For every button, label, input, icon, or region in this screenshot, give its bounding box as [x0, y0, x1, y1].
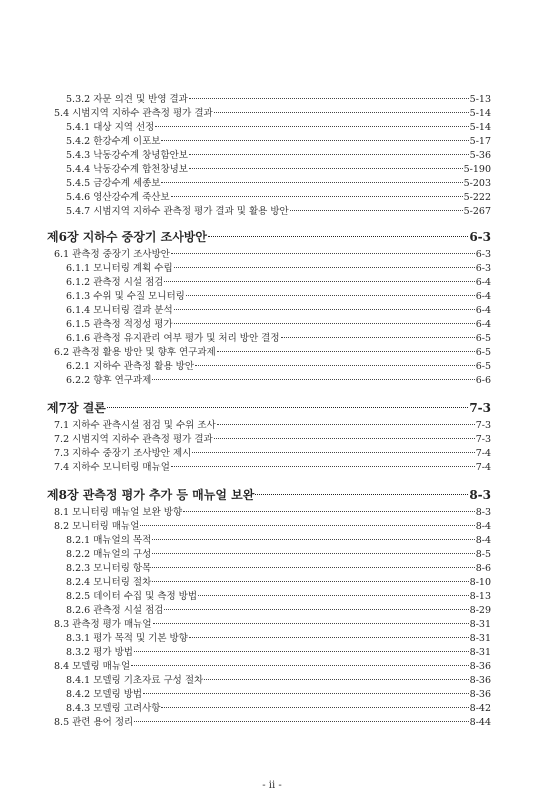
dot-leader: [192, 444, 474, 456]
toc-entry-8-2: [54, 517, 491, 532]
dot-leader: [186, 287, 475, 299]
toc-chapter-label: 제6장 지하수 중장기 조사방안: [47, 230, 207, 244]
dot-leader: [171, 188, 463, 200]
toc-entry-label: 5.4.2 한강수계 이포보: [66, 136, 161, 147]
toc-entry-label: 7.2 시범지역 지하수 관측정 평가 결과: [54, 434, 213, 445]
toc-entry-page: 6-4: [475, 291, 491, 302]
toc-entry-label: 8.2.4 모니터링 절차: [66, 577, 152, 588]
toc-entry-label: 5.4.5 금강수계 세종보: [66, 178, 161, 189]
dot-leader: [189, 160, 463, 172]
toc-entry-page: 7-4: [475, 448, 491, 459]
toc-entry-label: 6.1.6 관측정 유지관리 여부 평가 및 처리 방안 결정: [66, 333, 280, 344]
toc-entry-page: 8-6: [475, 563, 491, 574]
toc-entry-7-2: [54, 430, 491, 445]
toc-chapter-6: [47, 226, 491, 244]
dot-leader: [214, 104, 469, 116]
toc-entry-page: 6-4: [475, 305, 491, 316]
toc-entry-label: 6.1.4 모니터링 결과 분석: [66, 305, 173, 316]
toc-chapter-page: 7-3: [469, 401, 491, 415]
toc-entry-label: 8.2.5 데이터 수집 및 측정 방법: [66, 591, 198, 602]
toc-chapter-label: 제7장 결론: [47, 401, 106, 415]
toc-entry-5-4-6: [66, 188, 491, 203]
toc-entry-page: 8-31: [469, 619, 491, 630]
dot-leader: [134, 643, 469, 655]
toc-entry-label: 8.2.3 모니터링 항목: [66, 563, 152, 574]
toc-entry-page: 5-203: [463, 178, 491, 189]
toc-entry-page: 8-10: [469, 577, 491, 588]
toc-entry-page: 6-5: [475, 361, 491, 372]
toc-entry-5-4: [54, 104, 491, 119]
dot-leader: [281, 329, 475, 341]
toc-entry-7-3: [54, 444, 491, 459]
toc-entry-6-1-3: [66, 287, 491, 302]
toc-entry-page: 8-44: [469, 717, 491, 728]
toc-entry-page: 6-5: [475, 333, 491, 344]
dot-leader: [153, 615, 469, 627]
toc-entry-7-4: [54, 458, 491, 473]
dot-leader: [161, 174, 462, 186]
toc-entry-label: 6.1 관측정 중장기 조사방안: [54, 249, 170, 260]
toc-entry-label: 6.1.3 수위 및 수질 모니터링: [66, 291, 185, 302]
toc-entry-8-2-1: [66, 531, 491, 546]
toc-entry-label: 8.3.2 평가 방법: [66, 647, 133, 658]
toc-entry-page: 6-4: [475, 277, 491, 288]
toc-entry-8-3-2: [66, 643, 491, 658]
toc-entry-8-4-3: [66, 699, 491, 714]
toc-entry-label: 5.4.1 대상 지역 선정: [66, 122, 155, 133]
toc-entry-label: 8.4.3 모델링 고려사항: [66, 703, 161, 714]
dot-leader: [164, 601, 468, 613]
dot-leader: [208, 226, 468, 241]
toc-entry-page: 8-5: [475, 549, 491, 560]
dot-leader: [195, 357, 475, 369]
dot-leader: [214, 430, 475, 442]
toc-entry-6-1: [54, 245, 491, 260]
toc-entry-page: 5-267: [463, 206, 491, 217]
toc-entry-label: 8.4.2 모델링 방법: [66, 689, 143, 700]
toc-entry-5-4-3: [66, 146, 491, 161]
toc-entry-page: 5-14: [469, 122, 491, 133]
dot-leader: [152, 573, 468, 585]
toc-entry-label: 8.5 관련 용어 정리: [54, 717, 134, 728]
toc-entry-page: 6-3: [475, 249, 491, 260]
toc-entry-6-2: [54, 343, 491, 358]
toc-entry-5-4-7: [66, 202, 491, 217]
toc-entry-5-4-4: [66, 160, 491, 175]
toc-entry-page: 8-4: [475, 521, 491, 532]
toc-entry-page: 8-36: [469, 675, 491, 686]
toc-chapter-page: 6-3: [469, 230, 491, 244]
dot-leader: [217, 416, 475, 428]
toc-entry-label: 6.2 관측정 활용 방안 및 향후 연구과제: [54, 347, 216, 358]
dot-leader: [255, 484, 468, 499]
dot-leader: [171, 458, 475, 470]
toc-chapter-7: [47, 397, 491, 415]
toc-entry-page: 8-4: [475, 535, 491, 546]
dot-leader: [217, 343, 475, 355]
toc-entry-label: 7.1 지하수 관측시설 점검 및 수위 조사: [54, 420, 216, 431]
toc-entry-label: 5.4.7 시범지역 지하수 관측정 평가 결과 및 활용 방안: [66, 206, 289, 217]
toc-entry-label: 7.3 지하수 중장기 조사방안 제시: [54, 448, 192, 459]
dot-leader: [161, 699, 468, 711]
toc-entry-5-4-1: [66, 118, 491, 133]
toc-entry-page: 5-222: [463, 192, 491, 203]
toc-entry-page: 8-31: [469, 647, 491, 658]
dot-leader: [290, 202, 463, 214]
dot-leader: [134, 713, 468, 725]
toc-entry-8-2-5: [66, 587, 491, 602]
toc-entry-6-1-5: [66, 315, 491, 330]
toc-entry-label: 6.1.2 관측정 시설 점검: [66, 277, 164, 288]
toc-entry-label: 6.2.1 지하수 관측정 활용 방안: [66, 361, 195, 372]
toc-entry-label: 8.4.1 모델링 기초자료 구성 절차: [66, 675, 204, 686]
toc-entry-label: 5.4.6 영산강수계 죽산보: [66, 192, 170, 203]
toc-entry-6-1-4: [66, 301, 491, 316]
toc-entry-page: 8-13: [469, 591, 491, 602]
toc-entry-page: 5-13: [469, 94, 491, 105]
toc-entry-5-3-2: [66, 90, 491, 105]
toc-entry-page: 7-3: [475, 420, 491, 431]
toc-entry-label: 7.4 지하수 모니터링 매뉴얼: [54, 462, 170, 473]
toc-entry-label: 5.4.4 낙동강수계 합천창녕보: [66, 164, 188, 175]
toc-entry-label: 8.2.1 매뉴얼의 목적: [66, 535, 152, 546]
toc-entry-label: 6.1.5 관측정 적정성 평가: [66, 319, 173, 330]
toc-entry-5-4-5: [66, 174, 491, 189]
toc-entry-8-2-6: [66, 601, 491, 616]
toc-entry-7-1: [54, 416, 491, 431]
toc-entry-label: 6.2.2 향후 연구과제: [66, 375, 152, 386]
toc-entry-page: 5-14: [469, 108, 491, 119]
dot-leader: [204, 671, 468, 683]
dot-leader: [183, 503, 475, 515]
toc-entry-page: 7-4: [475, 462, 491, 473]
toc-entry-page: 8-36: [469, 689, 491, 700]
dot-leader: [161, 132, 468, 144]
toc-entry-page: 8-36: [469, 661, 491, 672]
toc-chapter-8: [47, 484, 491, 502]
dot-leader: [198, 587, 469, 599]
toc-entry-page: 5-17: [469, 136, 491, 147]
dot-leader: [131, 657, 468, 669]
toc-entry-6-1-1: [66, 259, 491, 274]
toc-entry-label: 6.1.1 모니터링 계획 수립: [66, 263, 173, 274]
toc-entry-8-3: [54, 615, 491, 630]
toc-entry-label: 8.2 모니터링 매뉴얼: [54, 521, 140, 532]
toc-entry-label: 5.3.2 자문 의견 및 반영 결과: [66, 94, 188, 105]
toc-entry-page: 6-3: [475, 263, 491, 274]
toc-entry-label: 8.2.6 관측정 시설 점검: [66, 605, 164, 616]
dot-leader: [152, 545, 474, 557]
toc-entry-label: 8.3.1 평가 목적 및 기본 방향: [66, 633, 188, 644]
toc-entry-label: 5.4 시범지역 지하수 관측정 평가 결과: [54, 108, 213, 119]
dot-leader: [171, 245, 475, 257]
toc-entry-page: 8-31: [469, 633, 491, 644]
toc-entry-page: 8-3: [475, 507, 491, 518]
dot-leader: [152, 371, 474, 383]
toc-entry-label: 8.4 모델링 매뉴얼: [54, 661, 131, 672]
dot-leader: [152, 559, 474, 571]
toc-chapter-page: 8-3: [469, 488, 491, 502]
toc-entry-8-3-1: [66, 629, 491, 644]
toc-entry-6-2-1: [66, 357, 491, 372]
toc-entry-8-4-1: [66, 671, 491, 686]
dot-leader: [189, 90, 469, 102]
dot-leader: [155, 118, 468, 130]
toc-entry-page: 7-3: [475, 434, 491, 445]
toc-entry-8-2-3: [66, 559, 491, 574]
toc-entry-8-5: [54, 713, 491, 728]
toc-entry-8-2-2: [66, 545, 491, 560]
toc-entry-page: 6-5: [475, 347, 491, 358]
dot-leader: [174, 259, 475, 271]
toc-entry-label: 8.1 모니터링 매뉴얼 보완 방향: [54, 507, 183, 518]
dot-leader: [174, 301, 475, 313]
toc-entry-6-1-2: [66, 273, 491, 288]
toc-entry-label: 8.2.2 매뉴얼의 구성: [66, 549, 152, 560]
toc-entry-label: 8.3 관측정 평가 매뉴얼: [54, 619, 152, 630]
toc-entry-page: 5-36: [469, 150, 491, 161]
toc-entry-5-4-2: [66, 132, 491, 147]
dot-leader: [152, 531, 474, 543]
toc-entry-6-1-6: [66, 329, 491, 344]
page-number: - ii -: [262, 780, 282, 791]
dot-leader: [174, 315, 475, 327]
toc-entry-6-2-2: [66, 371, 491, 386]
toc-entry-page: 6-6: [475, 375, 491, 386]
toc-chapter-label: 제8장 관측정 평가 추가 등 매뉴얼 보완: [47, 488, 255, 502]
toc-entry-page: 6-4: [475, 319, 491, 330]
toc-entry-8-4-2: [66, 685, 491, 700]
toc-entry-8-4: [54, 657, 491, 672]
toc-entry-page: 5-190: [463, 164, 491, 175]
dot-leader: [189, 629, 469, 641]
dot-leader: [107, 397, 468, 412]
dot-leader: [140, 517, 474, 529]
toc-entry-label: 5.4.3 낙동강수계 창녕함안보: [66, 150, 188, 161]
toc-entry-page: 8-42: [469, 703, 491, 714]
dot-leader: [189, 146, 469, 158]
toc-entry-8-2-4: [66, 573, 491, 588]
toc-entry-8-1: [54, 503, 491, 518]
dot-leader: [164, 273, 474, 285]
dot-leader: [143, 685, 469, 697]
toc-entry-page: 8-29: [469, 605, 491, 616]
